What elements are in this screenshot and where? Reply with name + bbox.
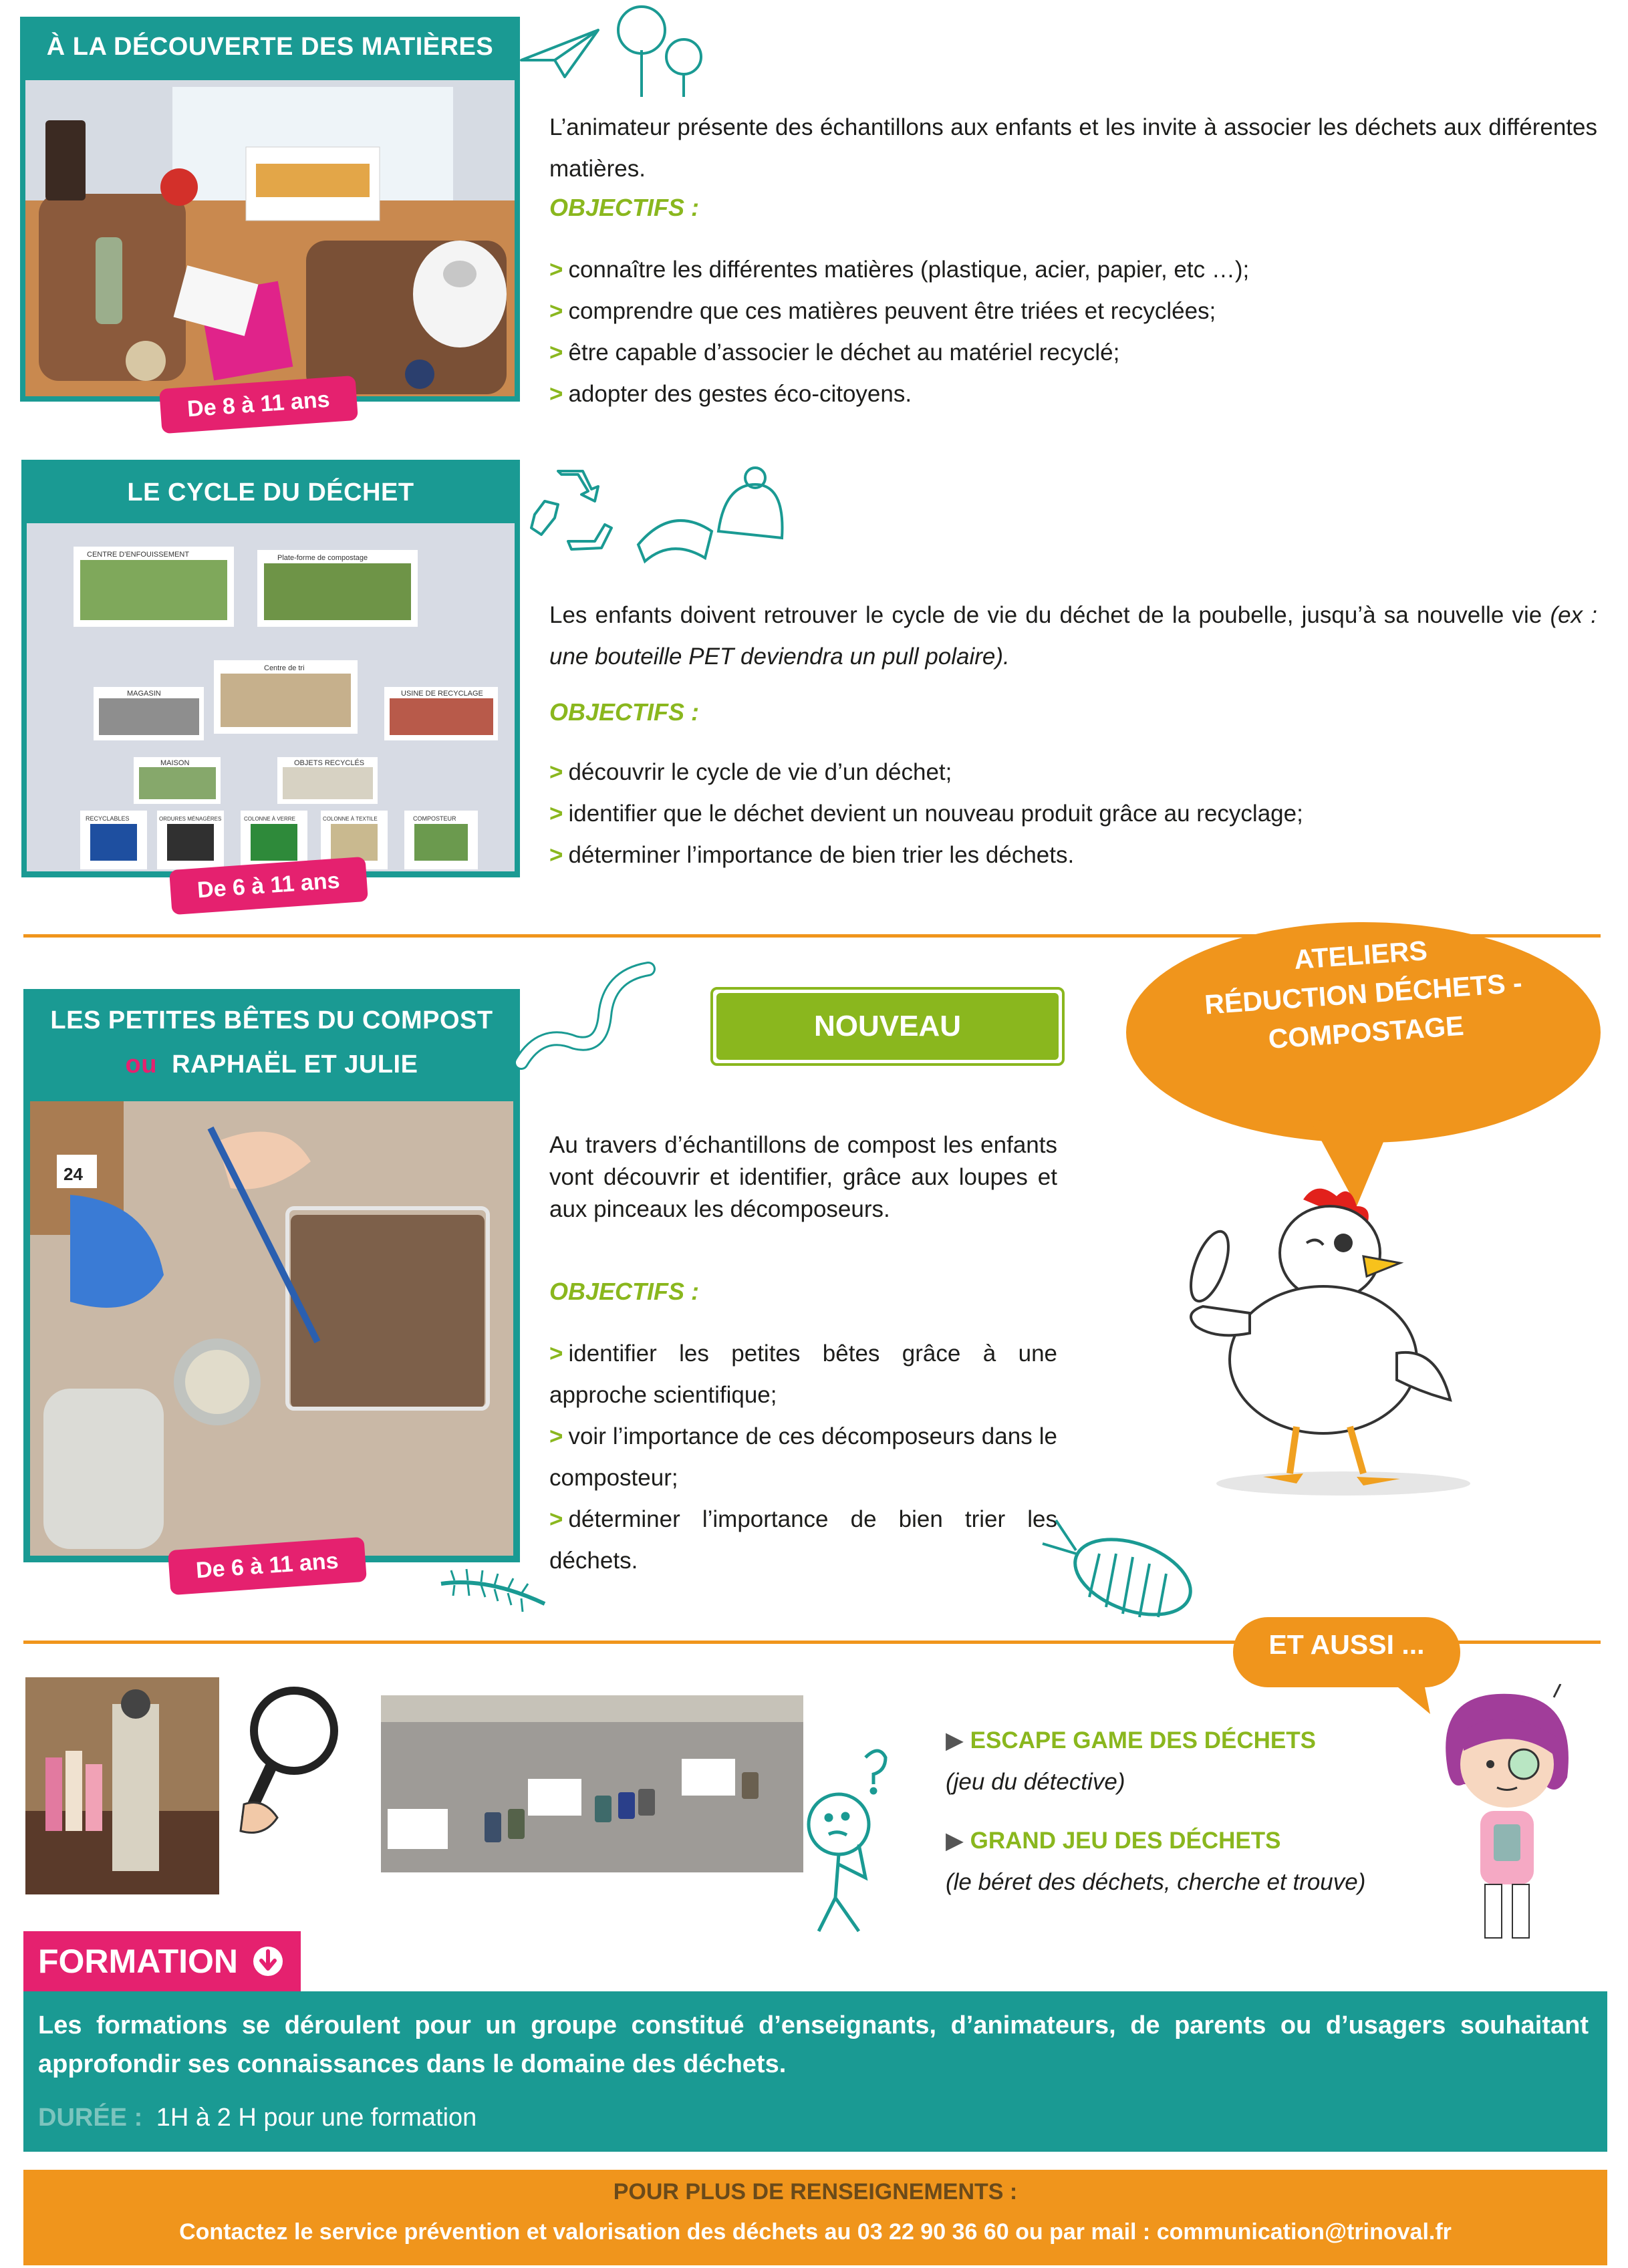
ateliers-line3: COMPOSTAGE — [1267, 1010, 1465, 1055]
list-item: > voir l’importance de ces décomposeurs dans le composteur; — [549, 1423, 1057, 1491]
section1-intro: L’animateur présente des échantillons aux enfants et les invite à associer les déchets aux différentes matières. — [549, 114, 1597, 182]
section3-intro: Au travers d’échantillons de compost les enfants vont découvrir et identifier, grâce aux loupes et aux pinceaux les décomposeurs. — [549, 1132, 1057, 1222]
list-item: ▶ GRAND JEU DES DÉCHETS — [946, 1828, 1281, 1854]
section3-age-badge: De 6 à 11 ans — [168, 1537, 367, 1595]
formation-text: Les formations se déroulent pour un groupe constitué d’enseignants, d’animateurs, de parents ou d’usagers souhaitant approfondir ses connaissances dans le domaine des déchets. — [38, 2011, 1589, 2078]
formation-duree-label: DURÉE : — [38, 2104, 143, 2132]
magnifier-icon — [237, 1684, 344, 1838]
contact-line1: POUR PLUS DE RENSEIGNEMENTS : — [613, 2179, 1018, 2205]
section2-intro — [549, 595, 1597, 678]
s2-label-usine: USINE DE RECYCLAGE — [401, 690, 483, 698]
section2-age-badge: De 6 à 11 ans — [169, 857, 368, 915]
ateliers-line2: RÉDUCTION DÉCHETS - — [1203, 967, 1524, 1020]
thinking-figure-icon — [799, 1744, 899, 1935]
s2-label-centre: CENTRE D'ENFOUISSEMENT — [87, 551, 190, 559]
section3-title-names: RAPHAËL ET JULIE — [172, 1050, 418, 1079]
section3-photo — [30, 1101, 513, 1556]
aussi-text: ET AUSSI ... — [1268, 1629, 1425, 1660]
nouveau-badge-label: NOUVEAU — [716, 993, 1059, 1060]
section3-objectives-list — [549, 1333, 1057, 1582]
s2-label-verre: COLONNE À VERRE — [244, 816, 295, 822]
girl-mascot-icon — [1423, 1684, 1591, 1958]
list-item: ▶ ESCAPE GAME DES DÉCHETS — [946, 1727, 1316, 1753]
games-list — [946, 1724, 1413, 1899]
trees-icon — [605, 3, 712, 100]
ateliers-line1: ATELIERS — [1293, 935, 1429, 976]
list-item: > découvrir le cycle de vie d’un déchet; — [549, 759, 952, 785]
section1-photo — [25, 80, 515, 396]
recycle-icon — [521, 461, 622, 561]
section3-title-ou: ou — [125, 1050, 157, 1079]
millipede-icon — [434, 1564, 551, 1617]
section1-age-badge: De 8 à 11 ans — [159, 376, 358, 434]
s2-label-textile: COLONNE À TEXTILE — [323, 816, 378, 822]
s2-label-composteur: COMPOSTEUR — [413, 815, 456, 822]
section1-objectives-list — [549, 249, 1597, 415]
chicken-mascot-icon — [1143, 1179, 1517, 1500]
hat-scarf-icon — [632, 464, 789, 565]
list-item: > identifier que le déchet devient un nouveau produit grâce au recyclage; — [549, 801, 1303, 827]
s2-label-maison: MAISON — [160, 759, 190, 767]
section3-objectives-label: OBJECTIFS : — [549, 1278, 700, 1305]
s2-label-centre-tri: Centre de tri — [264, 664, 305, 672]
section1-objectives-label: OBJECTIFS : — [549, 194, 700, 221]
s3-box-label: 24 — [63, 1164, 83, 1184]
s2-label-magasin: MAGASIN — [127, 690, 161, 698]
formation-duree — [38, 2104, 477, 2132]
list-item: > adopter des gestes éco-citoyens. — [549, 381, 912, 407]
list-item: > déterminer l’importance de bien trier les déchets. — [549, 1506, 1057, 1574]
section3-frame — [23, 989, 520, 1562]
worm-icon — [515, 949, 672, 1076]
formation-duree-value: 1H à 2 H pour une formation — [156, 2104, 477, 2132]
contact-line2: Contactez le service prévention et valorisation des déchets au 03 22 90 36 60 ou par mail : communication@trinoval.fr — [179, 2219, 1452, 2245]
list-item: > être capable d’associer le déchet au matériel recyclé; — [549, 339, 1120, 366]
woodlouse-icon — [1039, 1517, 1203, 1631]
game-1-subtitle: (jeu du détective) — [946, 1769, 1125, 1795]
bottles-photo — [381, 1695, 803, 1872]
section2-objectives-list — [549, 752, 1597, 876]
arrow-down-circle-icon — [251, 1945, 285, 1978]
section2-intro-example: (ex : une bouteille PET deviendra un pull polaire). — [549, 602, 1597, 670]
list-item: > déterminer l’importance de bien trier les déchets. — [549, 842, 1075, 868]
list-item: > comprendre que ces matières peuvent être triées et recyclées; — [549, 298, 1216, 324]
section2-intro-text: Les enfants doivent retrouver le cycle de vie du déchet de la poubelle, jusqu’à sa nouvelle vie — [549, 602, 1542, 628]
section1-title: À LA DÉCOUVERTE DES MATIÈRES — [46, 33, 494, 61]
nouveau-badge — [710, 987, 1065, 1066]
game-2-subtitle: (le béret des déchets, cherche et trouve) — [946, 1869, 1366, 1895]
section2-objectives-label: OBJECTIFS : — [549, 698, 700, 726]
s2-label-objets: OBJETS RECYCLÉS — [294, 759, 365, 767]
contact-panel — [23, 2170, 1607, 2265]
section2-frame — [21, 460, 520, 877]
formation-label: FORMATION — [38, 1943, 239, 1980]
s2-label-recyclables: RECYCLABLES — [86, 815, 130, 822]
s2-label-plateforme: Plate-forme de compostage — [277, 554, 368, 562]
s2-label-ordures: ORDURES MÉNAGÈRES — [159, 816, 222, 822]
paper-plane-icon — [518, 23, 601, 84]
list-item: > identifier les petites bêtes grâce à une approche scientifique; — [549, 1340, 1057, 1408]
game-2-title: GRAND JEU DES DÉCHETS — [970, 1828, 1281, 1854]
section1-frame — [20, 17, 520, 402]
formation-tab — [23, 1931, 301, 1991]
formation-panel — [23, 1991, 1607, 2152]
section3-title-line1: LES PETITES BÊTES DU COMPOST — [50, 1006, 493, 1034]
game-1-title: ESCAPE GAME DES DÉCHETS — [970, 1727, 1316, 1753]
section2-photo — [27, 523, 515, 871]
section2-title: LE CYCLE DU DÉCHET — [127, 478, 414, 507]
list-item: > connaître les différentes matières (plastique, acier, papier, etc …); — [549, 257, 1250, 283]
section3-title-line2 — [23, 1050, 520, 1079]
detective-photo — [25, 1677, 219, 1894]
